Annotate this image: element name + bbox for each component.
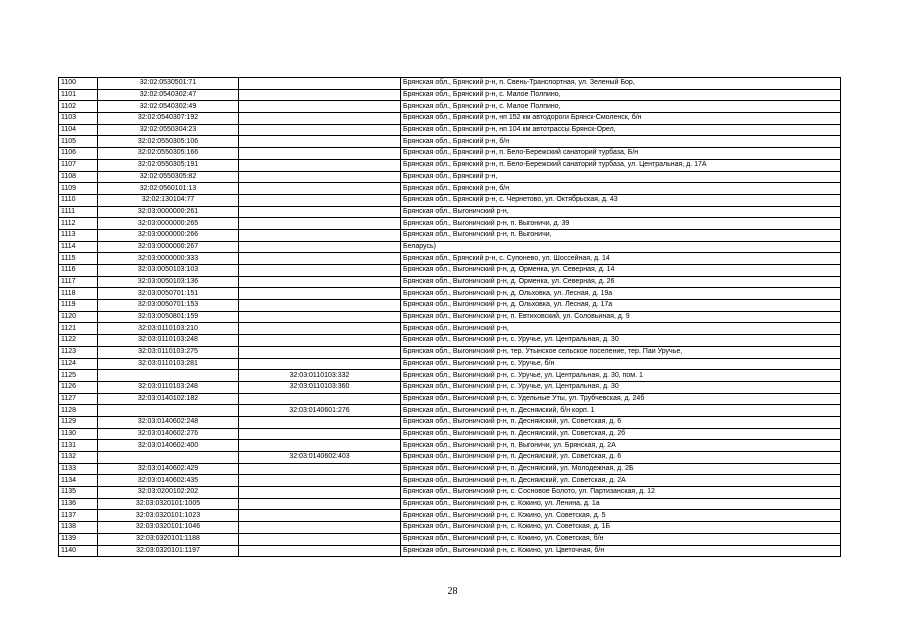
linked-cadastral-number-cell — [239, 545, 401, 557]
linked-cadastral-number-cell — [239, 323, 401, 335]
linked-cadastral-number-cell — [239, 183, 401, 195]
address-cell: Брянская обл., Выгоничский р-н, с. Кокино, ул. Советская, б/н — [401, 533, 841, 545]
table-row — [59, 428, 841, 440]
cadastral-number-cell: 32:03:0000000:265 — [98, 218, 239, 230]
cadastral-number-cell — [98, 452, 239, 464]
linked-cadastral-number-cell — [239, 241, 401, 253]
address-cell: Брянская обл., Выгоничский р-н, тер. Утынское сельское поселение, тер. Паи Уручье, — [401, 346, 841, 358]
table-row — [59, 475, 841, 487]
cadastral-number-cell: 32:03:0050103:103 — [98, 265, 239, 277]
cadastral-number-cell: 32:03:0110103:210 — [98, 323, 239, 335]
row-number-cell: 1138 — [59, 522, 98, 534]
linked-cadastral-number-cell: 32:03:0140602:403 — [239, 452, 401, 464]
table-row — [59, 381, 841, 393]
cadastral-number-cell: 32:03:0050103:136 — [98, 276, 239, 288]
address-cell: Брянская обл., Брянский р-н, нп 152 км автодороги Брянск-Смоленск, б/н — [401, 113, 841, 125]
table-row — [59, 452, 841, 464]
table-row — [59, 463, 841, 475]
linked-cadastral-number-cell — [239, 276, 401, 288]
cadastral-number-cell: 32:02:0530501:71 — [98, 78, 239, 90]
table-row — [59, 393, 841, 405]
row-number-cell: 1109 — [59, 183, 98, 195]
cadastral-number-cell: 32:03:0110103:281 — [98, 358, 239, 370]
linked-cadastral-number-cell — [239, 159, 401, 171]
cadastral-number-cell: 32:02:0550304:23 — [98, 124, 239, 136]
row-number-cell: 1134 — [59, 475, 98, 487]
cadastral-number-cell: 32:03:0320101:1188 — [98, 533, 239, 545]
linked-cadastral-number-cell — [239, 300, 401, 312]
cadastral-number-cell: 32:02:0550305:191 — [98, 159, 239, 171]
address-cell: Брянская обл., Выгоничский р-н, с. Сосновое Болото, ул. Партизанская, д. 12 — [401, 487, 841, 499]
address-cell: Брянская обл., Брянский р-н, п. Бело-Бережский санаторий турбаза, ул. Центральная, д. 17А — [401, 159, 841, 171]
linked-cadastral-number-cell — [239, 218, 401, 230]
linked-cadastral-number-cell: 32:03:0110103:332 — [239, 370, 401, 382]
address-cell: Брянская обл., Брянский р-н, с. Малое Полпино, — [401, 101, 841, 113]
table-row — [59, 311, 841, 323]
cadastral-number-cell: 32:03:0320101:1023 — [98, 510, 239, 522]
linked-cadastral-number-cell — [239, 101, 401, 113]
linked-cadastral-number-cell — [239, 253, 401, 265]
address-cell: Брянская обл., Выгоничский р-н, п. Десняиский, б/н корп. 1 — [401, 405, 841, 417]
linked-cadastral-number-cell — [239, 229, 401, 241]
linked-cadastral-number-cell — [239, 522, 401, 534]
address-cell: Брянская обл., Выгоничский р-н, с. Удельные Уты, ул. Трубчевская, д. 24б — [401, 393, 841, 405]
cadastral-number-cell: 32:02:0550305:82 — [98, 171, 239, 183]
table-row — [59, 487, 841, 499]
table-row — [59, 136, 841, 148]
linked-cadastral-number-cell — [239, 335, 401, 347]
row-number-cell: 1126 — [59, 381, 98, 393]
cadastral-number-cell: 32:03:0140602:429 — [98, 463, 239, 475]
cadastral-number-cell — [98, 405, 239, 417]
row-number-cell: 1137 — [59, 510, 98, 522]
linked-cadastral-number-cell — [239, 194, 401, 206]
linked-cadastral-number-cell — [239, 346, 401, 358]
linked-cadastral-number-cell: 32:03:0140601:276 — [239, 405, 401, 417]
cadastral-number-cell: 32:03:0000000:261 — [98, 206, 239, 218]
address-cell: Брянская обл., Брянский р-н, нп 104 км автотрассы Брянск-Орел, — [401, 124, 841, 136]
table-row — [59, 335, 841, 347]
cadastral-number-cell — [98, 370, 239, 382]
row-number-cell: 1103 — [59, 113, 98, 125]
cadastral-number-cell: 32:02:0550305:106 — [98, 136, 239, 148]
row-number-cell: 1124 — [59, 358, 98, 370]
cadastral-number-cell: 32:03:0140602:248 — [98, 416, 239, 428]
linked-cadastral-number-cell — [239, 533, 401, 545]
row-number-cell: 1110 — [59, 194, 98, 206]
address-cell: Брянская обл., Выгоничский р-н, п. Выгоничи, — [401, 229, 841, 241]
cadastral-number-cell: 32:03:0200102:202 — [98, 487, 239, 499]
row-number-cell: 1112 — [59, 218, 98, 230]
table-row — [59, 113, 841, 125]
table-row — [59, 265, 841, 277]
table-row — [59, 101, 841, 113]
linked-cadastral-number-cell — [239, 148, 401, 160]
linked-cadastral-number-cell — [239, 440, 401, 452]
row-number-cell: 1119 — [59, 300, 98, 312]
table-row — [59, 194, 841, 206]
address-cell: Брянская обл., Выгоничский р-н, с. Кокино, ул. Ленина, д. 1а — [401, 498, 841, 510]
cadastral-number-cell: 32:02:0560101:13 — [98, 183, 239, 195]
table-row — [59, 241, 841, 253]
table-row — [59, 346, 841, 358]
address-cell: Брянская обл., Выгоничский р-н, п. Выгоничи, д. 39 — [401, 218, 841, 230]
address-cell: Брянская обл., Выгоничский р-н, п. Десняиский, ул. Советская, д. 6 — [401, 416, 841, 428]
row-number-cell: 1113 — [59, 229, 98, 241]
row-number-cell: 1125 — [59, 370, 98, 382]
table-row — [59, 229, 841, 241]
address-cell: Брянская обл., Выгоничский р-н, п. Десняиский, ул. Советская, д. 2А — [401, 475, 841, 487]
row-number-cell: 1100 — [59, 78, 98, 90]
row-number-cell: 1117 — [59, 276, 98, 288]
row-number-cell: 1133 — [59, 463, 98, 475]
row-number-cell: 1136 — [59, 498, 98, 510]
table-row — [59, 206, 841, 218]
cadastral-number-cell: 32:03:0320101:1197 — [98, 545, 239, 557]
table-row — [59, 358, 841, 370]
address-cell: Брянская обл., Брянский р-н, б/н — [401, 136, 841, 148]
table-row — [59, 183, 841, 195]
cadastral-number-cell: 32:02:0550305:166 — [98, 148, 239, 160]
row-number-cell: 1129 — [59, 416, 98, 428]
linked-cadastral-number-cell — [239, 113, 401, 125]
row-number-cell: 1114 — [59, 241, 98, 253]
cadastral-number-cell: 32:03:0110103:275 — [98, 346, 239, 358]
row-number-cell: 1140 — [59, 545, 98, 557]
table-row — [59, 405, 841, 417]
row-number-cell: 1106 — [59, 148, 98, 160]
table-row — [59, 276, 841, 288]
row-number-cell: 1111 — [59, 206, 98, 218]
address-cell: Брянская обл., Брянский р-н, с. Чернетово, ул. Октябрьская, д. 43 — [401, 194, 841, 206]
linked-cadastral-number-cell — [239, 78, 401, 90]
linked-cadastral-number-cell — [239, 136, 401, 148]
row-number-cell: 1120 — [59, 311, 98, 323]
linked-cadastral-number-cell — [239, 393, 401, 405]
cadastral-number-cell: 32:02:0540307:192 — [98, 113, 239, 125]
row-number-cell: 1101 — [59, 89, 98, 101]
cadastral-number-cell: 32:02:130104:77 — [98, 194, 239, 206]
linked-cadastral-number-cell — [239, 498, 401, 510]
table-row — [59, 370, 841, 382]
table-row — [59, 323, 841, 335]
address-cell: Брянская обл., Выгоничский р-н, с. Кокино, ул. Цветочная, б/н — [401, 545, 841, 557]
table-row — [59, 253, 841, 265]
table-body — [59, 78, 841, 557]
linked-cadastral-number-cell — [239, 265, 401, 277]
address-cell: Брянская обл., Брянский р-н, с. Малое Полпино, — [401, 89, 841, 101]
row-number-cell: 1121 — [59, 323, 98, 335]
cadastral-number-cell: 32:03:0050701:153 — [98, 300, 239, 312]
cadastral-number-cell: 32:03:0320101:1046 — [98, 522, 239, 534]
cadastral-number-cell: 32:03:0140602:400 — [98, 440, 239, 452]
table-row — [59, 218, 841, 230]
linked-cadastral-number-cell — [239, 288, 401, 300]
row-number-cell: 1123 — [59, 346, 98, 358]
table-row — [59, 498, 841, 510]
row-number-cell: 1131 — [59, 440, 98, 452]
linked-cadastral-number-cell — [239, 206, 401, 218]
cadastral-number-cell: 32:03:0110103:248 — [98, 335, 239, 347]
address-cell: Брянская обл., Выгоничский р-н, д. Ольховка, ул. Лесная, д. 19а — [401, 288, 841, 300]
row-number-cell: 1107 — [59, 159, 98, 171]
row-number-cell: 1102 — [59, 101, 98, 113]
address-cell: Брянская обл., Выгоничский р-н, д. Ольховка, ул. Лесная, д. 17а — [401, 300, 841, 312]
address-cell: Беларусь) — [401, 241, 841, 253]
table-row — [59, 416, 841, 428]
address-cell: Брянская обл., Выгоничский р-н, п. Выгоничи, ул. Брянская, д. 2А — [401, 440, 841, 452]
row-number-cell: 1122 — [59, 335, 98, 347]
row-number-cell: 1104 — [59, 124, 98, 136]
table-row — [59, 89, 841, 101]
address-cell: Брянская обл., Выгоничский р-н, — [401, 323, 841, 335]
table-row — [59, 159, 841, 171]
address-cell: Брянская обл., Брянский р-н, п. Бело-Бережский санаторий турбаза, Б/н — [401, 148, 841, 160]
cadastral-number-cell: 32:03:0140602:276 — [98, 428, 239, 440]
linked-cadastral-number-cell — [239, 463, 401, 475]
cadastral-number-cell: 32:03:0000000:333 — [98, 253, 239, 265]
linked-cadastral-number-cell — [239, 171, 401, 183]
table-row — [59, 171, 841, 183]
table-row — [59, 124, 841, 136]
address-cell: Брянская обл., Выгоничский р-н, с. Кокино, ул. Советская, д. 5 — [401, 510, 841, 522]
cadastral-number-cell: 32:02:0540302:47 — [98, 89, 239, 101]
row-number-cell: 1135 — [59, 487, 98, 499]
row-number-cell: 1108 — [59, 171, 98, 183]
objects-table — [58, 77, 841, 557]
row-number-cell: 1139 — [59, 533, 98, 545]
cadastral-number-cell: 32:03:0050801:159 — [98, 311, 239, 323]
address-cell: Брянская обл., Выгоничский р-н, с. Уручье, б/н — [401, 358, 841, 370]
table-row — [59, 288, 841, 300]
linked-cadastral-number-cell — [239, 311, 401, 323]
cadastral-number-cell: 32:03:0110103:248 — [98, 381, 239, 393]
table-row — [59, 300, 841, 312]
table-row — [59, 440, 841, 452]
address-cell: Брянская обл., Выгоничский р-н, д. Орменка, ул. Северная, д. 14 — [401, 265, 841, 277]
linked-cadastral-number-cell — [239, 416, 401, 428]
cadastral-number-cell: 32:03:0140102:182 — [98, 393, 239, 405]
row-number-cell: 1130 — [59, 428, 98, 440]
address-cell: Брянская обл., Выгоничский р-н, с. Уручье, ул. Центральная, д. 30 — [401, 335, 841, 347]
cadastral-number-cell: 32:03:0000000:267 — [98, 241, 239, 253]
address-cell: Брянская обл., Выгоничский р-н, с. Кокино, ул. Советская, д. 1Б — [401, 522, 841, 534]
address-cell: Брянская обл., Выгоничский р-н, п. Десняиский, ул. Молодежная, д. 2Б — [401, 463, 841, 475]
linked-cadastral-number-cell — [239, 124, 401, 136]
row-number-cell: 1115 — [59, 253, 98, 265]
address-cell: Брянская обл., Выгоничский р-н, п. Десняиский, ул. Советская, д. 2б — [401, 428, 841, 440]
cadastral-number-cell: 32:03:0050701:151 — [98, 288, 239, 300]
address-cell: Брянская обл., Выгоничский р-н, д. Орменка, ул. Северная, д. 26 — [401, 276, 841, 288]
cadastral-number-cell: 32:03:0000000:266 — [98, 229, 239, 241]
row-number-cell: 1116 — [59, 265, 98, 277]
address-cell: Брянская обл., Выгоничский р-н, с. Уручье, ул. Центральная, д. 30 — [401, 381, 841, 393]
address-cell: Брянская обл., Брянский р-н, — [401, 171, 841, 183]
table-row — [59, 545, 841, 557]
address-cell: Брянская обл., Выгоничский р-н, п. Десняиский, ул. Советская, д. 6 — [401, 452, 841, 464]
address-cell: Брянская обл., Брянский р-н, б/н — [401, 183, 841, 195]
row-number-cell: 1132 — [59, 452, 98, 464]
table-row — [59, 522, 841, 534]
address-cell: Брянская обл., Брянский р-н, п. Свень-Транспортная, ул. Зеленый Бор, — [401, 78, 841, 90]
linked-cadastral-number-cell — [239, 358, 401, 370]
table-row — [59, 510, 841, 522]
page-number: 28 — [447, 586, 458, 597]
row-number-cell: 1105 — [59, 136, 98, 148]
address-cell: Брянская обл., Выгоничский р-н, — [401, 206, 841, 218]
linked-cadastral-number-cell — [239, 428, 401, 440]
linked-cadastral-number-cell — [239, 475, 401, 487]
table-row — [59, 533, 841, 545]
row-number-cell: 1127 — [59, 393, 98, 405]
cadastral-number-cell: 32:02:0540302:49 — [98, 101, 239, 113]
linked-cadastral-number-cell — [239, 510, 401, 522]
table-row — [59, 148, 841, 160]
address-cell: Брянская обл., Брянский р-н, с. Супонево, ул. Шоссейная, д. 14 — [401, 253, 841, 265]
table-row — [59, 78, 841, 90]
address-cell: Брянская обл., Выгоничский р-н, с. Уручье, ул. Центральная, д. 30, пом. 1 — [401, 370, 841, 382]
cadastral-number-cell: 32:03:0320101:1005 — [98, 498, 239, 510]
linked-cadastral-number-cell: 32:03:0110103:360 — [239, 381, 401, 393]
address-cell: Брянская обл., Выгоничский р-н, п. Евтиховский, ул. Соловьиная, д. 9 — [401, 311, 841, 323]
row-number-cell: 1128 — [59, 405, 98, 417]
linked-cadastral-number-cell — [239, 89, 401, 101]
cadastral-number-cell: 32:03:0140602:435 — [98, 475, 239, 487]
linked-cadastral-number-cell — [239, 487, 401, 499]
row-number-cell: 1118 — [59, 288, 98, 300]
